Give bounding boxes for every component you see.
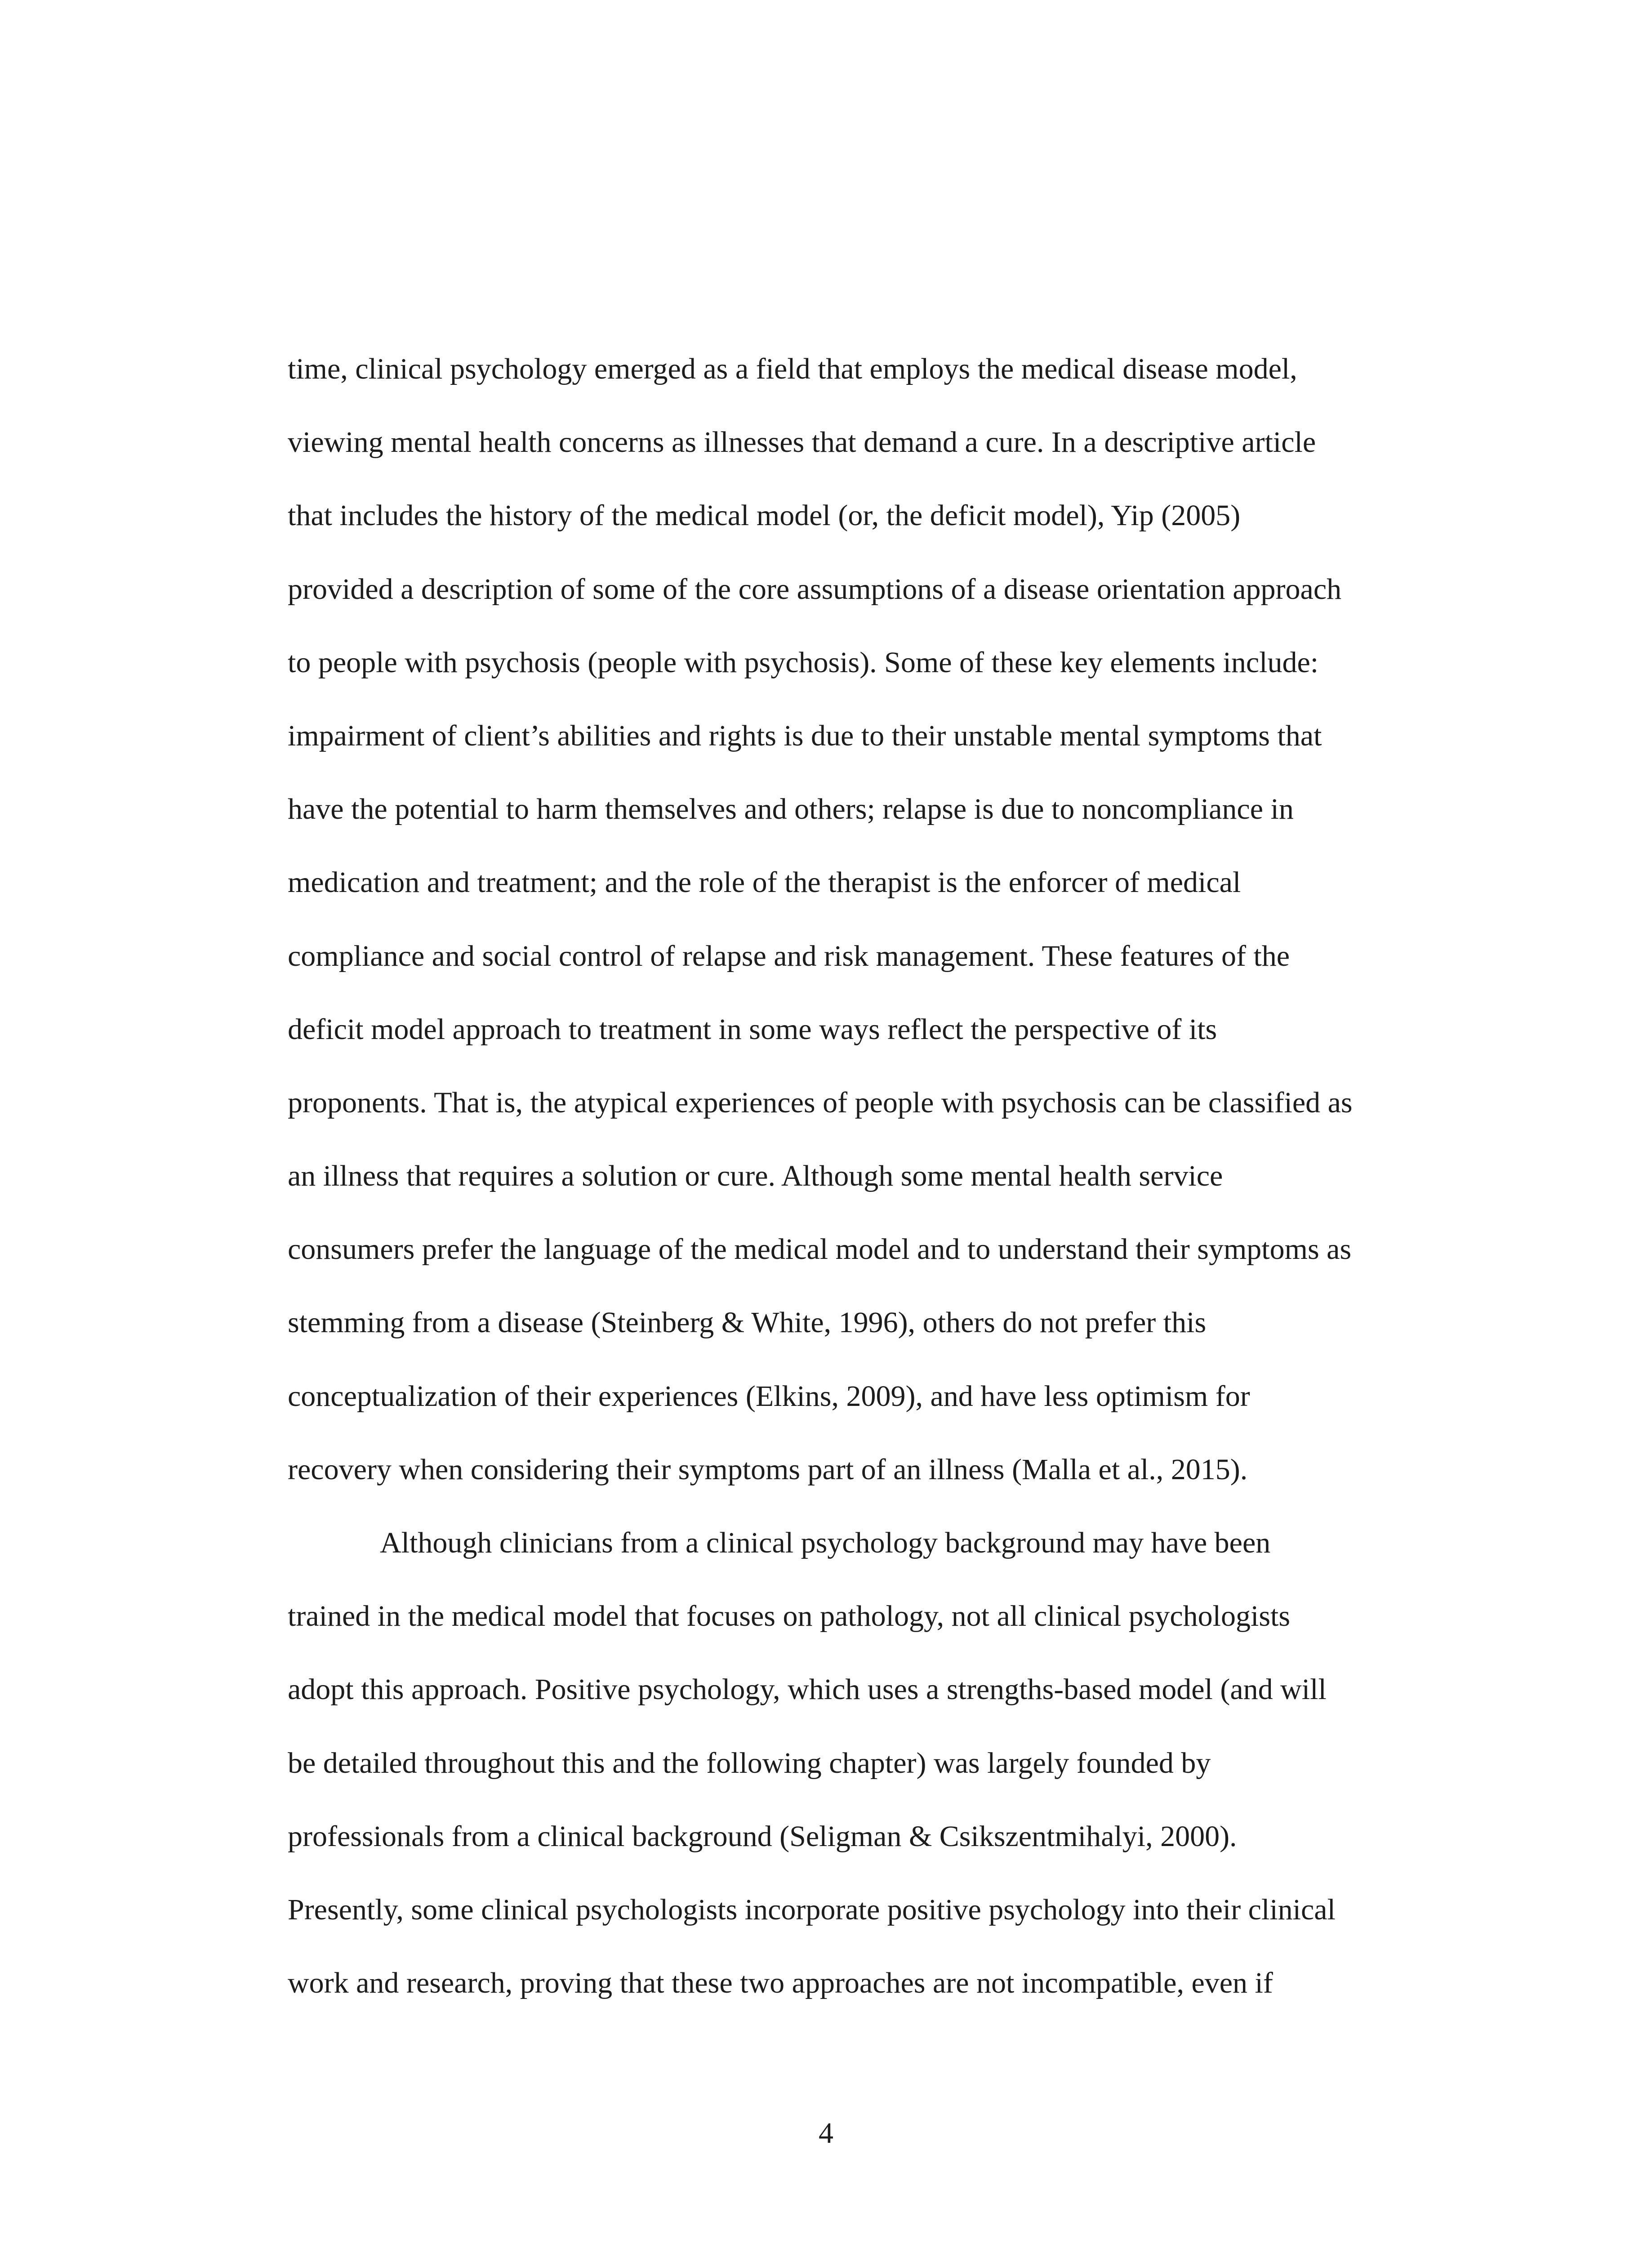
- text-line: proponents. That is, the atypical experiences of people with psychosis can be classified as: [288, 1086, 1353, 1119]
- text-line: provided a description of some of the core assumptions of a disease orientation approach: [288, 572, 1342, 606]
- text-line: consumers prefer the language of the medical model and to understand their symptoms as: [288, 1233, 1352, 1266]
- text-line: to people with psychosis (people with psychosis). Some of these key elements include:: [288, 646, 1319, 679]
- text-line: medication and treatment; and the role of the therapist is the enforcer of medical: [288, 866, 1241, 899]
- body-text: [288, 354, 1438, 2042]
- text-line: Presently, some clinical psychologists incorporate positive psychology into their clinical: [288, 1893, 1336, 1926]
- text-line: adopt this approach. Positive psychology, which uses a strengths-based model (and will: [288, 1673, 1327, 1706]
- text-line: compliance and social control of relapse and risk management. These features of the: [288, 939, 1290, 972]
- text-line: that includes the history of the medical model (or, the deficit model), Yip (2005): [288, 499, 1241, 532]
- page-number: 4: [819, 2117, 833, 2150]
- text-line: an illness that requires a solution or cure. Although some mental health service: [288, 1160, 1223, 1193]
- text-line: time, clinical psychology emerged as a field that employs the medical disease model,: [288, 352, 1297, 385]
- text-line: viewing mental health concerns as illnesses that demand a cure. In a descriptive article: [288, 426, 1316, 459]
- text-line: be detailed throughout this and the following chapter) was largely founded by: [288, 1746, 1211, 1780]
- text-line: professionals from a clinical background (Seligman & Csikszentmihalyi, 2000).: [288, 1820, 1237, 1853]
- text-line: trained in the medical model that focuses on pathology, not all clinical psychologists: [288, 1600, 1291, 1633]
- text-line: stemming from a disease (Steinberg & White, 1996), others do not prefer this: [288, 1306, 1207, 1339]
- text-line: work and research, proving that these two approaches are not incompatible, even if: [288, 1967, 1273, 2000]
- text-line: deficit model approach to treatment in some ways reflect the perspective of its: [288, 1012, 1217, 1046]
- text-line: recovery when considering their symptoms part of an illness (Malla et al., 2015).: [288, 1453, 1248, 1486]
- text-line: conceptualization of their experiences (Elkins, 2009), and have less optimism for: [288, 1379, 1250, 1413]
- paragraph-1: [288, 354, 1438, 1528]
- text-line: have the potential to harm themselves and others; relapse is due to noncompliance in: [288, 793, 1294, 826]
- text-line: impairment of client’s abilities and rights is due to their unstable mental symptoms that: [288, 719, 1322, 752]
- text-line: Although clinicians from a clinical psychology background may have been: [380, 1526, 1271, 1559]
- paragraph-2: [288, 1528, 1438, 2042]
